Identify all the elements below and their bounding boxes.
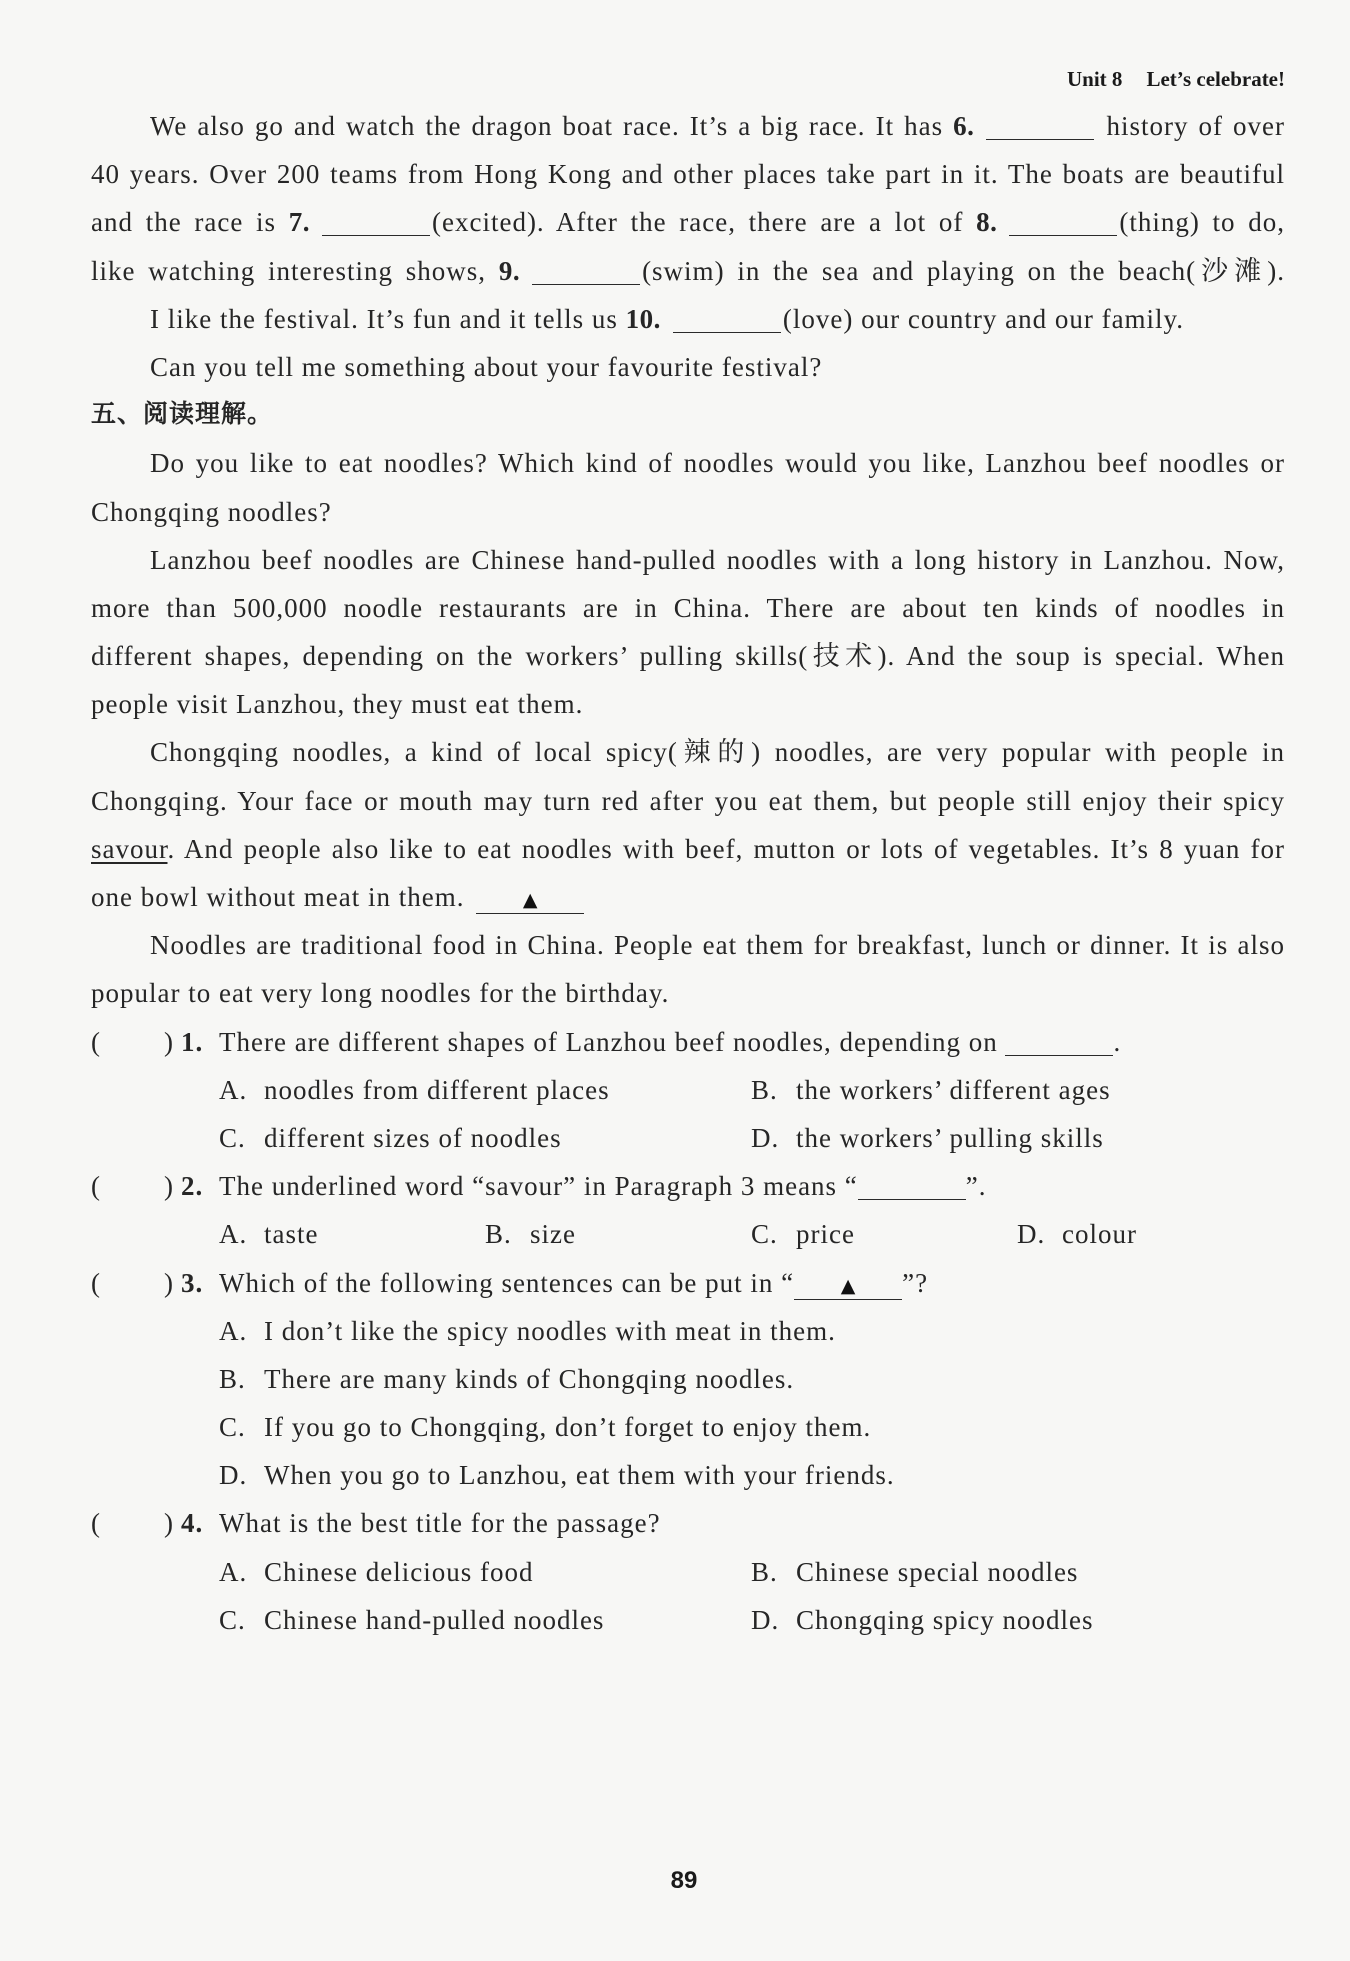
section-heading: 五、阅读理解。: [91, 401, 274, 429]
option-text: Chinese delicious food: [264, 1556, 534, 1587]
unit-title: Let’s celebrate!: [1146, 67, 1285, 91]
option-text: noodles from different places: [264, 1074, 610, 1105]
blank-number: 8.: [976, 207, 998, 238]
stem-text: What is the best title for the passage?: [219, 1508, 661, 1539]
option-c: [219, 1114, 751, 1162]
option-row: [91, 1066, 1285, 1114]
question-stem: [91, 1499, 1285, 1547]
option-text: When you go to Lanzhou, eat them with your friends.: [264, 1460, 895, 1491]
line-text: 40 years. Over 200 teams from Hong Kong and other places take part in it. The boats are beautiful: [91, 159, 1285, 190]
passage-line: [91, 343, 1285, 391]
line-text: popular to eat very long noodles for the birthday.: [91, 978, 670, 1009]
line-text: (excited). After the race, there are a lot of: [432, 207, 977, 238]
option-text: taste: [264, 1219, 319, 1250]
option-label: A.: [219, 1556, 248, 1587]
stem-text: ”.: [965, 1171, 987, 1202]
option-label: D.: [751, 1122, 780, 1153]
stem-text: The underlined word “savour” in Paragraph 3 means “: [219, 1171, 858, 1202]
line-text: I like the festival. It’s fun and it tells us: [150, 303, 626, 334]
page-body: [91, 102, 1285, 1644]
line-text: Can you tell me something about your favourite festival?: [150, 351, 823, 382]
option-a: [91, 1307, 1285, 1355]
passage-line: [91, 295, 1285, 343]
option-text: the workers’ pulling skills: [796, 1122, 1104, 1153]
unit-label: Unit 8: [1067, 67, 1123, 91]
option-b: [91, 1355, 1285, 1403]
line-text: (love) our country and our family.: [782, 303, 1185, 334]
blank-number: 7.: [288, 207, 310, 238]
line-text: people visit Lanzhou, they must eat them.: [91, 689, 584, 720]
stem-text: There are different shapes of Lanzhou beef noodles, depending on: [219, 1026, 1006, 1057]
answer-bracket-open: (: [91, 1026, 101, 1057]
passage-line: [91, 921, 1285, 969]
line-text: history of over: [1096, 111, 1285, 141]
line-text: . And people also like to eat noodles with beef, mutton or lots of vegetables. It’s 8 yuan for: [167, 833, 1285, 864]
option-label: D.: [219, 1460, 248, 1491]
answer-bracket-open: (: [91, 1267, 101, 1298]
line-text: Lanzhou beef noodles are Chinese hand-pulled noodles with a long history in Lanzhou. Now,: [150, 544, 1285, 575]
stem-text: ”?: [902, 1267, 929, 1298]
option-label: B.: [219, 1363, 246, 1394]
line-text: Noodles are traditional food in China. People eat them for breakfast, lunch or dinner. It is also: [150, 930, 1285, 961]
option-d: [91, 1451, 1285, 1499]
option-d: [751, 1114, 1285, 1162]
passage-line: [91, 969, 1285, 1017]
passage-line: [91, 488, 1285, 536]
question-stem: [91, 1162, 1285, 1210]
passage-line: [91, 777, 1285, 825]
option-d: [1017, 1210, 1285, 1258]
stem-text: Which of the following sentences can be put in “: [219, 1267, 795, 1298]
option-text: Chinese hand-pulled noodles: [264, 1604, 605, 1635]
option-d: [751, 1596, 1285, 1644]
line-text: one bowl without meat in them.: [91, 882, 473, 912]
option-row: [91, 1210, 1285, 1258]
option-text: size: [530, 1219, 576, 1250]
question-stem: [91, 1259, 1285, 1307]
passage-line: [91, 102, 1285, 150]
option-text: colour: [1062, 1219, 1137, 1250]
passage-line: [91, 536, 1285, 584]
gap-blank-triangle-icon: ▲: [794, 1273, 902, 1300]
line-text: like watching interesting shows,: [91, 255, 499, 286]
option-label: D.: [1017, 1219, 1046, 1250]
line-text: We also go and watch the dragon boat race. It’s a big race. It has: [150, 111, 954, 141]
blank-number: 6.: [953, 111, 975, 141]
option-label: A.: [219, 1219, 248, 1250]
answer-bracket-open: (: [91, 1171, 101, 1202]
line-text: Do you like to eat noodles? Which kind of noodles would you like, Lanzhou beef noodles or: [150, 448, 1285, 479]
option-label: C.: [219, 1122, 246, 1153]
option-text: the workers’ different ages: [796, 1074, 1111, 1105]
answer-bracket-open: (: [91, 1508, 101, 1539]
passage-line: [91, 247, 1285, 295]
answer-blank: [858, 1179, 966, 1200]
passage-line: [91, 825, 1285, 873]
option-label: B.: [485, 1219, 512, 1250]
option-a: [219, 1210, 485, 1258]
passage-line: [91, 150, 1285, 198]
option-b: [751, 1066, 1285, 1114]
option-text: different sizes of noodles: [264, 1122, 562, 1153]
option-c: [91, 1403, 1285, 1451]
answer-blank: [986, 119, 1094, 140]
line-text: different shapes, depending on the workers’ pulling skills(技术). And the soup is special. When: [91, 641, 1285, 672]
option-label: A.: [219, 1315, 248, 1346]
passage-line: [91, 632, 1285, 680]
option-text: price: [796, 1219, 855, 1250]
option-a: [219, 1066, 751, 1114]
passage-line: [91, 584, 1285, 632]
question-stem: [91, 1018, 1285, 1066]
option-b: [751, 1548, 1285, 1596]
option-text: I don’t like the spicy noodles with meat in them.: [264, 1315, 836, 1346]
underlined-word: savour: [91, 833, 168, 864]
question-number: 1.: [181, 1026, 204, 1057]
answer-blank: [322, 215, 430, 236]
option-label: B.: [751, 1074, 778, 1105]
answer-blank: [1009, 215, 1117, 236]
option-row: [91, 1548, 1285, 1596]
gap-blank-triangle-icon: ▲: [476, 887, 584, 914]
option-b: [485, 1210, 751, 1258]
line-text: (thing) to do,: [1119, 207, 1285, 238]
answer-bracket-close: ): [164, 1026, 174, 1057]
option-c: [751, 1210, 1017, 1258]
option-row: [91, 1114, 1285, 1162]
passage-line: [91, 873, 1285, 921]
option-text: There are many kinds of Chongqing noodles.: [264, 1363, 795, 1394]
option-text: Chinese special noodles: [796, 1556, 1079, 1587]
passage-line: [91, 728, 1285, 776]
stem-text: .: [1113, 1026, 1122, 1057]
line-text: (swim) in the sea and playing on the beach(沙滩).: [642, 255, 1285, 286]
answer-blank: [673, 312, 781, 333]
line-text: more than 500,000 noodle restaurants are in China. There are about ten kinds of noodles in: [91, 592, 1285, 623]
option-label: C.: [219, 1604, 246, 1635]
running-header: [1067, 65, 1285, 93]
line-text: Chongqing noodles?: [91, 496, 332, 527]
option-row: [91, 1596, 1285, 1644]
page-number: 89: [670, 1867, 698, 1894]
blank-number: 10.: [625, 303, 661, 334]
option-label: C.: [219, 1412, 246, 1443]
line-text: Chongqing noodles, a kind of local spicy(辣的) noodles, are very popular with people in: [150, 737, 1285, 768]
question-number: 2.: [181, 1171, 204, 1202]
answer-blank: [532, 264, 640, 285]
answer-bracket-close: ): [164, 1171, 174, 1202]
option-c: [219, 1596, 751, 1644]
passage-line: [91, 439, 1285, 487]
option-label: B.: [751, 1556, 778, 1587]
option-label: D.: [751, 1604, 780, 1635]
line-text: and the race is: [91, 207, 289, 238]
answer-blank: [1005, 1035, 1113, 1056]
line-text: Chongqing. Your face or mouth may turn red after you eat them, but people still enjoy their spicy: [91, 785, 1285, 816]
passage-line: [91, 198, 1285, 246]
option-a: [219, 1548, 751, 1596]
question-number: 3.: [181, 1267, 204, 1298]
answer-bracket-close: ): [164, 1508, 174, 1539]
passage-line: [91, 680, 1285, 728]
option-label: A.: [219, 1074, 248, 1105]
answer-bracket-close: ): [164, 1267, 174, 1298]
option-text: If you go to Chongqing, don’t forget to enjoy them.: [264, 1412, 872, 1443]
option-label: C.: [751, 1219, 778, 1250]
blank-number: 9.: [498, 255, 521, 286]
question-number: 4.: [181, 1508, 204, 1539]
option-text: Chongqing spicy noodles: [796, 1604, 1094, 1635]
